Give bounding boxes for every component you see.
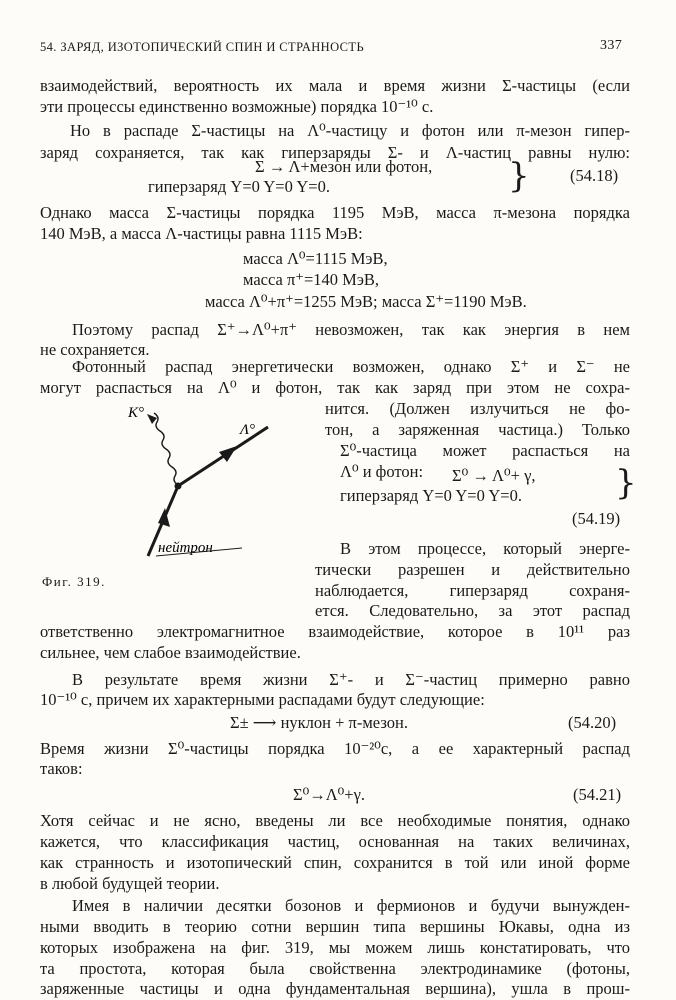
equation-line: Σ± ⟶ нуклон + π-мезон.	[230, 713, 408, 732]
feynman-diagram-figure	[110, 400, 295, 570]
text-line: в любой будущей теории.	[40, 874, 220, 893]
kaon-wavy-line	[154, 413, 178, 485]
text-line: как странность и изотопический спин, сохранится в той или иной форме	[40, 853, 630, 872]
text-line: заряженные частицы и одна фундаментальная вершина), ушла в прош-	[40, 979, 630, 998]
text-line: тон, а заряженная частица.) Только	[325, 420, 630, 439]
equation-line: Σ⁰→Λ⁰+γ.	[293, 785, 366, 804]
kaon-label: K°	[128, 405, 145, 421]
text-line: ответственно электромагнитное взаимодействие, которое в 10¹¹ раз	[40, 622, 630, 641]
equation-line: гиперзаряд Y=0 Y=0 Y=0.	[340, 486, 522, 505]
text-line: Хотя сейчас и не ясно, введены ли все необходимые понятия, однако	[40, 811, 630, 830]
text-line: ными вводить в теорию сотни вершин типа вершины Юкавы, одна из	[40, 917, 630, 936]
text-line: которых изображена на фиг. 319, мы можем лишь констатировать, что	[40, 938, 630, 957]
equation-line: масса Λ⁰=1115 МэВ,	[243, 249, 388, 268]
text-line: сильнее, чем слабое взаимодействие.	[40, 643, 301, 662]
equation-number: (54.19)	[572, 509, 621, 528]
equation-line: масса Λ⁰+π⁺=1255 МэВ; масса Σ⁺=1190 МэВ.	[205, 292, 527, 311]
text-line: заряд сохраняется, так как гиперзаряды Σ- и Λ-частиц равны нулю:	[40, 143, 630, 162]
text-line: таков:	[40, 759, 83, 778]
text-line: Фотонный распад энергетически возможен, однако Σ⁺ и Σ⁻ не	[72, 357, 630, 376]
equation-line: Σ⁰ → Λ⁰+ γ,	[452, 466, 536, 485]
text-line: Время жизни Σ⁰-частицы порядка 10⁻²⁰с, а ее характерный распад	[40, 739, 630, 758]
text-line: В этом процессе, который энерге-	[340, 539, 630, 558]
text-line: Λ⁰ и фотон:	[340, 462, 424, 481]
equation-number: (54.18)	[570, 166, 619, 185]
text-line: 140 МэВ, а масса Λ-частицы равна 1115 МэВ:	[40, 224, 363, 243]
brace: }	[615, 463, 637, 503]
text-line: В результате время жизни Σ⁺- и Σ⁻-частиц примерно равно	[72, 670, 630, 689]
running-header: 54. ЗАРЯД, ИЗОТОПИЧЕСКИЙ СПИН И СТРАННОСТЬ	[40, 40, 365, 54]
text-line: Однако масса Σ-частицы порядка 1195 МэВ, масса π-мезона порядка	[40, 203, 630, 222]
text-line: кажется, что классификация частиц, основанная на таких величинах,	[40, 832, 630, 851]
kaon-arrow	[147, 414, 157, 424]
text-line: взаимодействий, вероятность их мала и время жизни Σ-частицы (если	[40, 76, 630, 95]
text-line: 10⁻¹⁰ с, причем их характерными распадами будут следующие:	[40, 690, 485, 709]
text-line: наблюдается, гиперзаряд сохраня-	[315, 581, 630, 600]
brace: }	[508, 156, 530, 196]
figure-caption: Фиг. 319.	[42, 574, 106, 589]
text-line: Σ⁰-частица может распасться на	[340, 441, 630, 460]
text-line: эти процессы единственно возможные) порядка 10⁻¹⁰ с.	[40, 97, 434, 116]
equation-number: (54.20)	[568, 713, 617, 732]
equation-number: (54.21)	[573, 785, 622, 804]
neutron-label: нейтрон	[158, 540, 213, 556]
text-line: Но в распаде Σ-частицы на Λ⁰-частицу и фотон или π-мезон гипер-	[70, 121, 630, 140]
equation-line: Σ → Λ+мезон или фотон,	[255, 157, 433, 176]
text-line: Имея в наличии десятки бозонов и фермионов и будучи вынужден-	[72, 896, 630, 915]
text-line: Поэтому распад Σ⁺→Λ⁰+π⁺ невозможен, так как энергия в нем	[72, 320, 630, 339]
text-line: не сохраняется.	[40, 340, 150, 359]
equation-line: гиперзаряд Y=0 Y=0 Y=0.	[148, 177, 330, 196]
vertex-dot	[175, 483, 182, 490]
lambda-label: Λ°	[240, 422, 256, 438]
page-number: 337	[600, 38, 623, 53]
text-line: могут распасться на Λ⁰ и фотон, так как заряд при этом не сохра-	[40, 378, 630, 397]
text-line: нится. (Должен излучиться не фо-	[325, 399, 630, 418]
text-line: ется. Следовательно, за этот распад	[315, 601, 630, 620]
lambda-arrow	[219, 446, 237, 462]
text-line: тически разрешен и действительно	[315, 560, 630, 579]
equation-line: масса π⁺=140 МэВ,	[243, 270, 380, 289]
text-line: та простота, которая была свойственна электродинамике (фотоны,	[40, 959, 630, 978]
